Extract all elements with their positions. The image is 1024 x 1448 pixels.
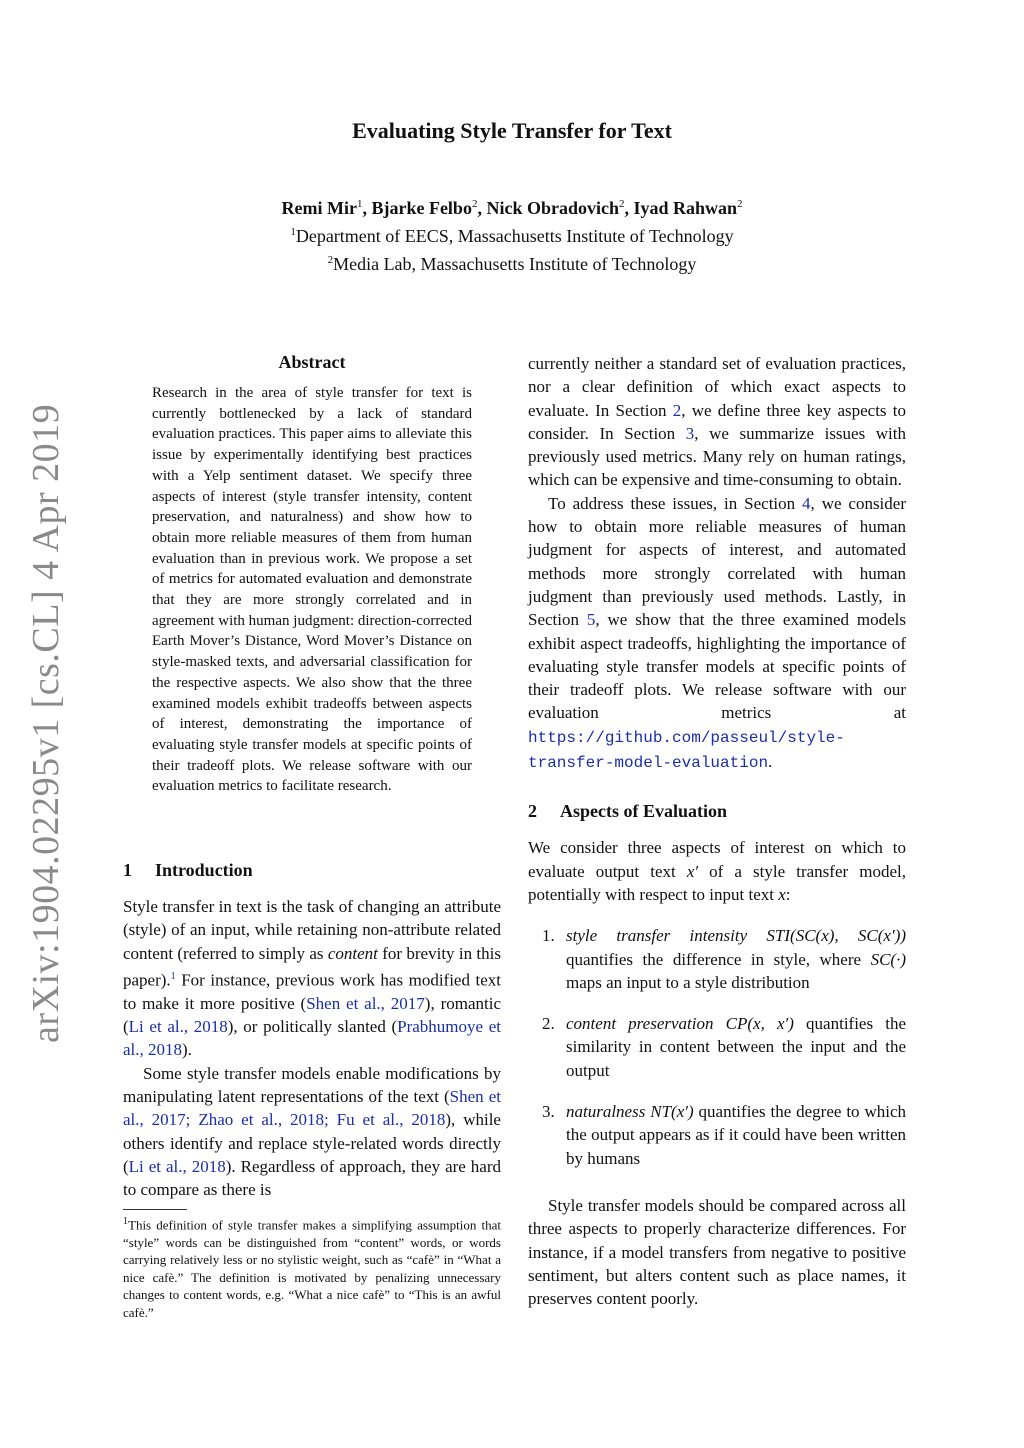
section-number: 2 (528, 801, 537, 822)
citation-link[interactable]: Shen et al., 2017 (306, 993, 425, 1013)
author-block (0, 192, 1024, 276)
text-run: currently neither a standard set of evaluation practices, nor a clear definition of which exact aspects to evaluate. In Section (528, 354, 906, 420)
section-heading (123, 860, 501, 881)
footnote-link[interactable]: 1 (170, 970, 176, 982)
text-run: , we consider how to obtain more reliable measures of human judgment for aspects of interest, and automated methods more strongly correlated with human judgment than previously used methods. Lastly, in Section (528, 493, 906, 630)
affiliation-mark: 2 (737, 198, 743, 210)
text-run: ). Regardless of approach, they are hard to compare as there is (123, 1156, 501, 1200)
introduction-section (123, 860, 501, 1202)
aspect-term: content preservation (566, 1014, 714, 1034)
text-run: ). (182, 1040, 192, 1060)
math-expression: STI(SC(x), SC(x′)) (766, 926, 907, 946)
text-run: We consider three aspects of interest on which to evaluate output text (528, 838, 906, 881)
abstract-section (152, 352, 472, 797)
affiliation-mark: 2 (618, 198, 625, 210)
aspect-term: style transfer intensity (566, 926, 748, 946)
footnote-divider (123, 1209, 187, 1210)
math-expression: SC(·) (870, 949, 906, 969)
affiliation-mark: 2 (327, 254, 334, 266)
paper-title: Evaluating Style Transfer for Text (352, 118, 672, 143)
list-number: 3. (542, 1102, 555, 1122)
affiliation-text: Department of EECS, Massachusetts Institute of Technology (295, 226, 734, 246)
list-item (528, 1100, 906, 1170)
list-item (528, 1012, 906, 1082)
text-run: quantifies the similarity in content between the input and the output (566, 1014, 907, 1080)
section-ref-link[interactable]: 5 (586, 610, 596, 630)
abstract-heading: Abstract (278, 352, 346, 372)
section-ref-link[interactable]: 2 (672, 400, 682, 420)
aspect-term: naturalness (566, 1102, 646, 1122)
text-run: To address these issues, in Section (548, 493, 803, 513)
footnote (123, 1213, 501, 1321)
affiliation-mark: 1 (290, 226, 296, 238)
section-heading (528, 801, 906, 822)
intro-paragraph-1 (123, 895, 501, 1062)
list-number: 1. (542, 926, 555, 946)
text-run: Some style transfer models enable modifications by manipulating latent representations of the text ( (123, 1063, 501, 1107)
author-name: Nick Obradovich (486, 198, 619, 218)
intro-paragraph-3 (528, 492, 906, 776)
affiliation-mark: 2 (471, 198, 478, 210)
author-name: Bjarke Felbo (371, 198, 472, 218)
aspects-intro-paragraph (528, 836, 906, 906)
list-number: 2. (542, 1014, 555, 1034)
text-run: , we show that the three examined models exhibit aspect tradeoffs, highlighting the importance of evaluating style transfer models at specific points of their tradeoff plots. We release software with our evaluation metrics at (528, 610, 907, 723)
citation-link[interactable]: Li et al., 2018 (128, 1017, 228, 1037)
text-run: quantifies the degree to which the output appears as if it could have been written by humans (566, 1102, 907, 1168)
text-run: for brevity in this paper). (123, 943, 501, 990)
section-ref-link[interactable]: 4 (802, 493, 811, 513)
text-run: ), while others identify and replace style-related words directly ( (123, 1110, 501, 1176)
emphasis: content (327, 943, 378, 963)
math-expression: CP(x, x′) (725, 1014, 794, 1034)
section-title: Introduction (155, 860, 253, 880)
intro-paragraph-2 (123, 1062, 501, 1202)
text-run: ), romantic ( (123, 993, 501, 1037)
text-run: quantifies the difference in style, where (566, 949, 871, 969)
citation-link[interactable]: Li et al., 2018 (128, 1156, 226, 1176)
text-run: For instance, previous work has modified text to make it more positive ( (123, 970, 501, 1013)
text-run: of a style transfer model, potentially with respect to input text (528, 861, 906, 904)
author-name: Iyad Rahwan (633, 198, 738, 218)
footnote-number: 1 (123, 1216, 128, 1227)
section-number: 1 (123, 860, 132, 880)
aspects-closing-paragraph: Style transfer models should be compared across all three aspects to properly characterize differences. For instance, if a model transfers from negative to positive sentiment, but alters content such as place names, it preserves content poorly. (528, 1195, 906, 1309)
text-run: Style transfer in text is the task of changing an attribute (style) of an input, while retaining non-attribute related content (referred to simply as (123, 897, 501, 963)
footnote-text: This definition of style transfer makes a simplifying assumption that “style” words can be distinguished from “content” words, or words carrying relatively less or no stylistic weight, such as “cafè” in “What a nice cafè.” The definition is motivated by penalizing unnecessary changes to content words, e.g. “What a nice cafè” to “This is an awful cafè.” (123, 1217, 501, 1320)
author-names: Remi Mir$^1$, Bjarke Felbo$^2$, Nick Obradovich$^2$, Iyad Rahwan$^2$ (281, 198, 743, 218)
arxiv-identifier: arXiv:1904.02295v1 [cs.CL] 4 Apr 2019 (25, 403, 67, 1043)
list-item (528, 924, 906, 994)
right-column (528, 352, 906, 1310)
affiliation-text: Media Lab, Massachusetts Institute of Technology (333, 254, 697, 274)
aspects-list (528, 924, 906, 1170)
repository-url-link[interactable]: https://github.com/passeul/style-transfer-model-evaluation (528, 728, 845, 773)
author-name: Remi Mir (281, 198, 357, 218)
math-expression: NT(x′) (650, 1102, 694, 1122)
text-run: ), or politically slanted ( (227, 1017, 398, 1037)
text-run: maps an input to a style distribution (566, 972, 810, 992)
affiliation-line (0, 220, 1024, 248)
math-symbol: x′ (686, 861, 699, 881)
affiliation-mark: 1 (356, 198, 363, 210)
text-run: , we summarize issues with previously used metrics. Many rely on human ratings, which can be expensive and time-consuming to obtain. (528, 423, 906, 490)
intro-continued-paragraph (528, 352, 906, 492)
text-run: . (768, 752, 773, 772)
section-title: Aspects of Evaluation (560, 801, 728, 822)
text-run: : (785, 884, 791, 904)
math-symbol: x (778, 884, 786, 904)
citation-link[interactable]: Prabhumoye et al., 2018 (123, 1017, 501, 1060)
text-run: , we define three key aspects to consider. In Section (528, 400, 907, 443)
section-ref-link[interactable]: 3 (685, 423, 695, 443)
citation-link[interactable]: Shen et al., 2017; Zhao et al., 2018; Fu et al., 2018 (123, 1087, 501, 1130)
abstract-text: Research in the area of style transfer for text is currently bottlenecked by a lack of standard evaluation practices. This paper aims to alleviate this issue by experimentally identifying best practices with a Yelp sentiment dataset. We specify three aspects of interest (style transfer intensity, content preservation, and naturalness) and show how to obtain more reliable measures of them from human evaluation than in previous work. We propose a set of metrics for automated evaluation and demonstrate that they are more strongly correlated and in agreement with human judgment: direction-corrected Earth Mover’s Distance, Word Mover’s Distance on style-masked texts, and adversarial classification for the respective aspects. We also show that the three examined models exhibit tradeoffs between aspects of interest, demonstrating the importance of evaluating style transfer models at specific points of their tradeoff plots. We release software with our evaluation metrics to facilitate research. (152, 385, 472, 795)
affiliation-line (0, 248, 1024, 276)
